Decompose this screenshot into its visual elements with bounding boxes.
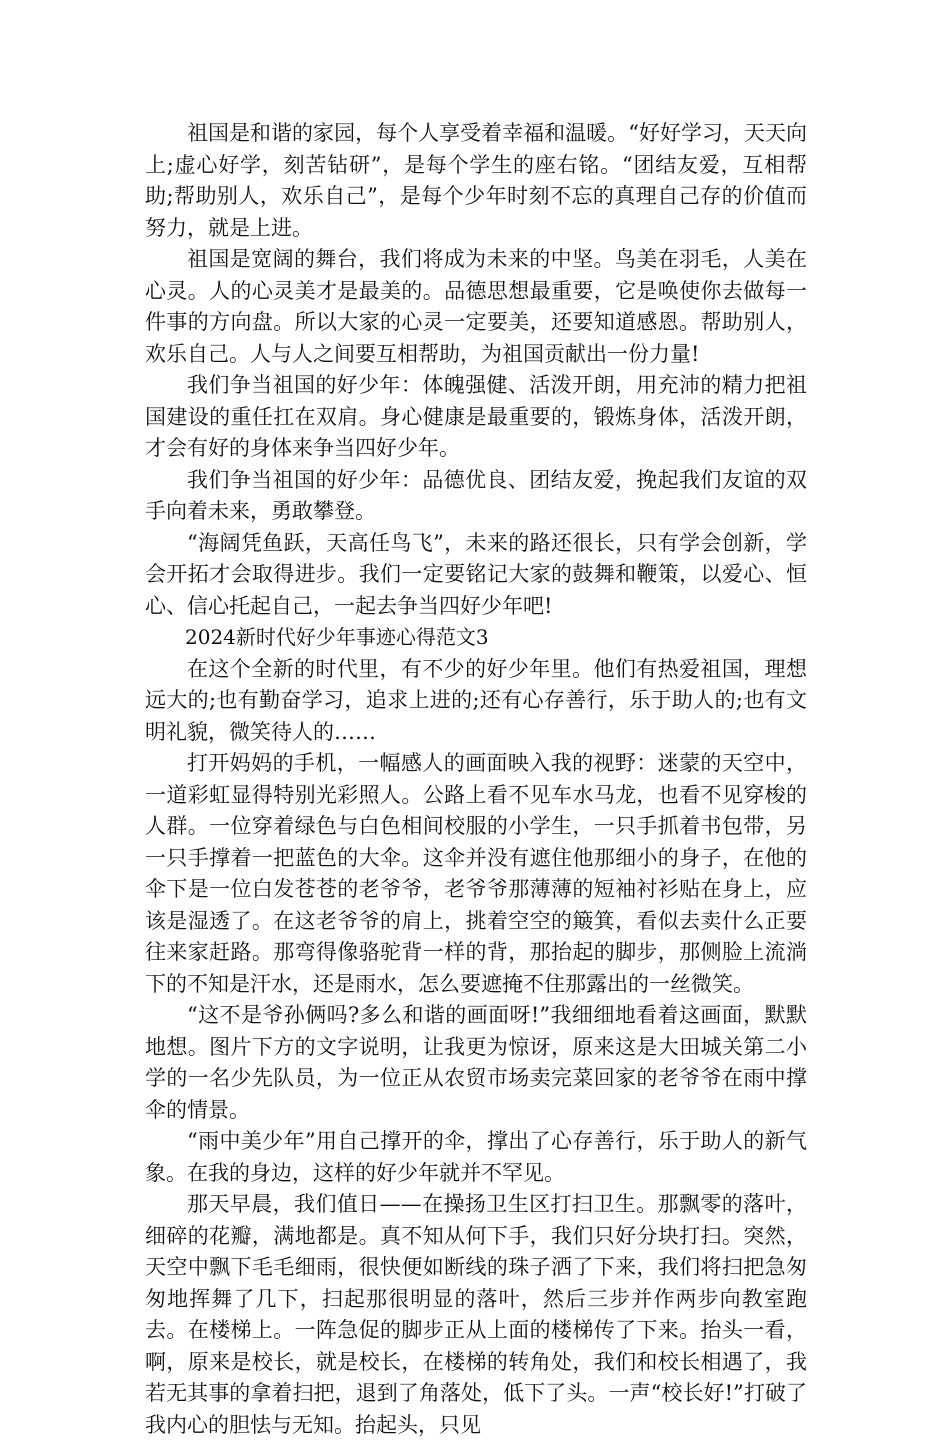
paragraph: 我们争当祖国的好少年：品德优良、团结友爱，挽起我们友谊的双手向着未来，勇敢攀登。: [145, 467, 807, 523]
paragraph: “这不是爷孙俩吗?多么和谐的画面呀!”我细细地看着这画面，默默地想。图片下方的文字说明，让我更为惊讶，原来这是大田城关第二小学的一名少先队员，为一位正从农贸市场卖完菜回家的老爷爷在雨中撑伞的情景。: [145, 1003, 807, 1122]
paragraph: “雨中美少年”用自己撑开的伞，撑出了心存善行，乐于助人的新气象。在我的身边，这样的好少年就并不罕见。: [145, 1129, 807, 1185]
paragraph: “海阔凭鱼跃，天高任鸟飞”，未来的路还很长，只有学会创新，学会开拓才会取得进步。我们一定要铭记大家的鼓舞和鞭策，以爱心、恒心、信心托起自己，一起去争当四好少年吧!: [145, 530, 807, 618]
section-heading: 2024新时代好少年事迹心得范文3: [185, 625, 489, 649]
paragraph: 打开妈妈的手机，一幅感人的画面映入我的视野：迷蒙的天空中，一道彩虹显得特别光彩照人。公路上看不见车水马龙，也看不见穿梭的人群。一位穿着绿色与白色相间校服的小学生，一只手抓着书包带，另一只手撑着一把蓝色的大伞。这伞并没有遮住他那细小的身子，在他的伞下是一位白发苍苍的老爷爷，老爷爷那薄薄的短袖衬衫贴在身上，应该是湿透了。在这老爷爷的肩上，挑着空空的簸箕，看似去卖什么正要往来家赶路。那弯得像骆驼背一样的背，那抬起的脚步，那侧脸上流淌下的不知是汗水，还是雨水，怎么要遮掩不住那露出的一丝微笑。: [145, 751, 807, 996]
paragraph: 那天早晨，我们值日——在操扬卫生区打扫卫生。那飘零的落叶，细碎的花瓣，满地都是。真不知从何下手，我们只好分块打扫。突然，天空中飘下毛毛细雨，很快便如断线的珠子洒了下来，我们将扫把急匆匆地挥舞了几下，扫起那很明显的落叶，然后三步并作两步向教室跑去。在楼梯上。一阵急促的脚步正从上面的楼梯传了下来。抬头一看，啊，原来是校长，就是校长，在楼梯的转角处，我们和校长相遇了，我若无其事的拿着扫把，退到了角落处，低下了头。一声“校长好!”打破了我内心的胆怯与无知。抬起头，只见: [145, 1192, 807, 1437]
paragraph: 在这个全新的时代里，有不少的好少年里。他们有热爱祖国，理想远大的;也有勤奋学习，追求上进的;还有心存善行，乐于助人的;也有文明礼貌，微笑待人的……: [145, 656, 807, 744]
paragraph: 祖国是宽阔的舞台，我们将成为未来的中坚。鸟美在羽毛，人美在心灵。人的心灵美才是最美的。品德思想最重要，它是唤使你去做每一件事的方向盘。所以大家的心灵一定要美，还要知道感恩。帮助别人，欢乐自己。人与人之间要互相帮助，为祖国贡献出一份力量!: [145, 247, 807, 366]
paragraph: 祖国是和谐的家园，每个人享受着幸福和温暖。“好好学习，天天向上;虚心好学，刻苦钻研”，是每个学生的座右铭。“团结友爱，互相帮助;帮助别人，欢乐自己”，是每个少年时刻不忘的真理自己存的价值而努力，就是上进。: [145, 121, 807, 240]
paragraph: 我们争当祖国的好少年：体魄强健、活泼开朗，用充沛的精力把祖国建设的重任扛在双肩。身心健康是最重要的，锻炼身体，活泼开朗，才会有好的身体来争当四好少年。: [145, 373, 807, 460]
document-page: [145, 118, 807, 1441]
